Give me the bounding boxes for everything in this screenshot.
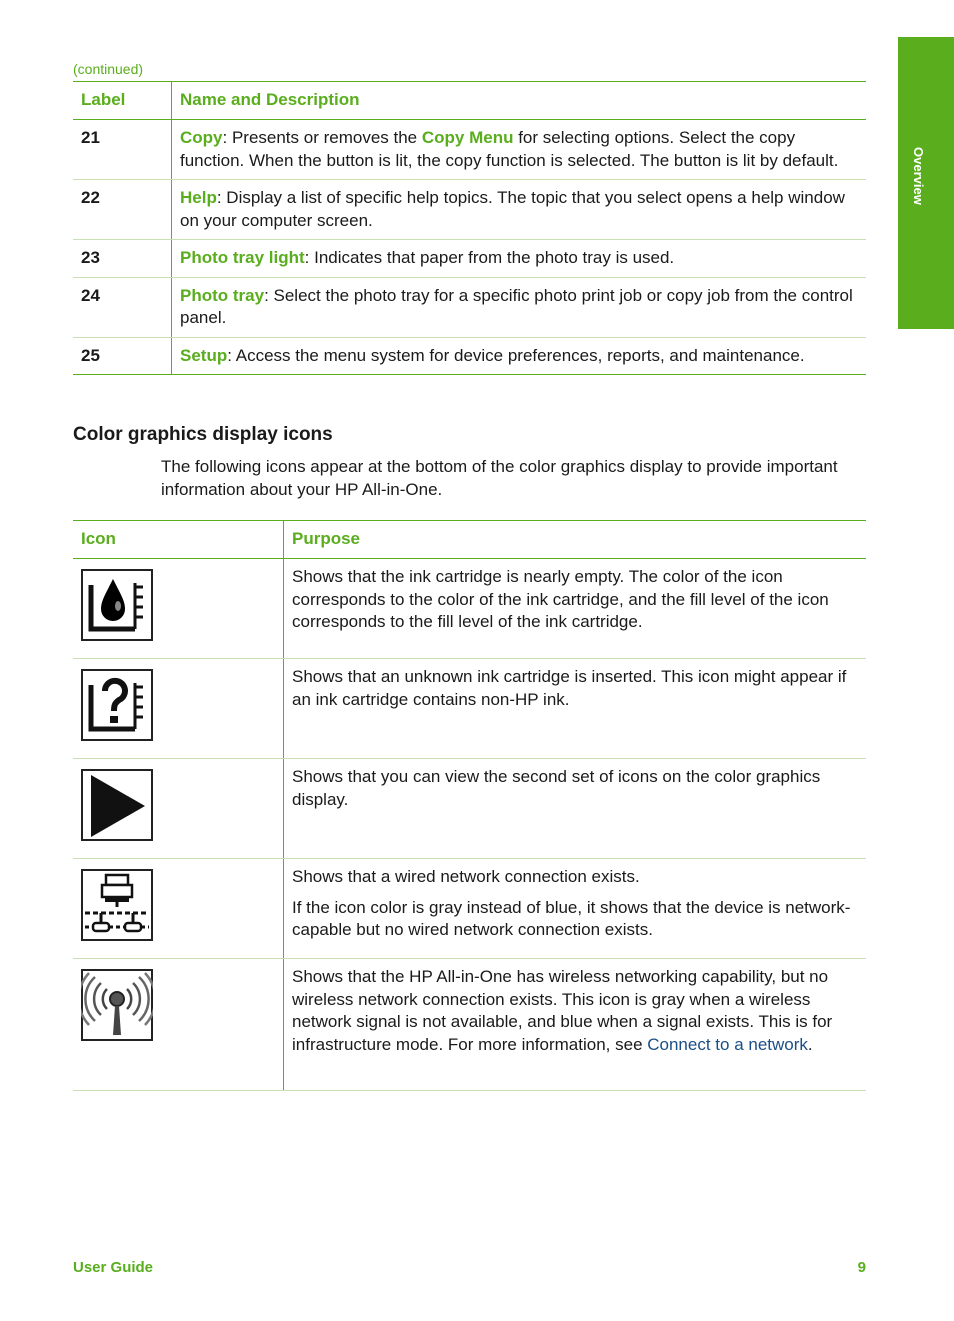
row-label-number: 22 xyxy=(73,180,172,240)
table-row xyxy=(73,859,866,959)
row-description xyxy=(172,180,867,240)
side-tab-label: Overview xyxy=(911,147,926,205)
table-row xyxy=(73,277,866,337)
unknown-cartridge-icon xyxy=(81,669,153,741)
table-row xyxy=(73,240,866,278)
label-table xyxy=(73,81,866,375)
item-text: : Presents or removes the xyxy=(222,128,422,147)
icon-cell xyxy=(73,859,284,959)
purpose-text: Shows that you can view the second set of icons on the color graphics display. xyxy=(292,767,821,809)
row-label-number: 23 xyxy=(73,240,172,278)
row-label-number: 24 xyxy=(73,277,172,337)
table-row xyxy=(73,120,866,180)
item-text-continued: for selecting options. Select the copy function. When the button is lit, the copy function is selected. The button is lit by default. xyxy=(180,128,839,170)
icon-cell xyxy=(73,759,284,859)
item-name: Setup xyxy=(180,345,228,365)
section-heading: Color graphics display icons xyxy=(73,424,333,445)
purpose-cell xyxy=(284,659,867,759)
header-icon: Icon xyxy=(73,521,284,559)
table-row xyxy=(73,559,866,659)
purpose-text: Shows that an unknown ink cartridge is inserted. This icon might appear if an ink cartridge contains non-HP ink. xyxy=(292,667,847,709)
item-name: Photo tray light xyxy=(180,248,305,267)
row-description xyxy=(172,337,867,375)
ink-low-icon xyxy=(81,569,153,641)
purpose-text: Shows that a wired network connection exists. xyxy=(292,867,640,886)
item-text: : Access the menu system for device preferences, reports, and maintenance. xyxy=(227,345,805,365)
row-description xyxy=(172,120,867,180)
icon-cell xyxy=(73,559,284,659)
header-label: Label xyxy=(73,82,172,120)
item-name: Help xyxy=(180,188,217,207)
item-text: : Display a list of specific help topics. The topic that you select opens a help window on your computer screen. xyxy=(180,188,845,230)
table-row xyxy=(73,659,866,759)
row-label-number: 25 xyxy=(73,337,172,375)
icon-cell xyxy=(73,959,284,1091)
row-label-number: 21 xyxy=(73,120,172,180)
side-section-tab xyxy=(898,37,954,329)
item-text: : Select the photo tray for a specific photo print job or copy job from the control panel. xyxy=(180,285,853,327)
table-row xyxy=(73,759,866,859)
table-header-row xyxy=(73,82,866,120)
footer-title: User Guide xyxy=(73,1259,154,1276)
header-name-description: Name and Description xyxy=(172,82,867,120)
purpose-text-end: . xyxy=(807,1034,813,1054)
purpose-text-body: Shows that the HP All-in-One has wireless networking capability, but no wireless network connection exists. This icon is gray when a wireless network signal is not available, and blue when a signal exists. This is for infrastructure mode. For more information, see xyxy=(292,967,833,1054)
header-purpose: Purpose xyxy=(284,521,867,559)
purpose-cell xyxy=(284,559,867,659)
table-row xyxy=(73,337,866,375)
item-text: : Indicates that paper from the photo tray is used. xyxy=(304,248,675,267)
purpose-text xyxy=(292,966,858,1056)
purpose-cell xyxy=(284,759,867,859)
connect-network-link[interactable]: Connect to a network xyxy=(647,1034,808,1054)
icon-cell xyxy=(73,659,284,759)
page-number: 9 xyxy=(857,1259,866,1276)
wired-network-icon xyxy=(81,869,153,941)
table-row xyxy=(73,959,866,1091)
icon-table xyxy=(73,520,866,1091)
purpose-text: Shows that the ink cartridge is nearly empty. The color of the icon corresponds to the color of the ink cartridge, and the fill level of the icon corresponds to the fill level of the ink cartridge. xyxy=(292,567,829,631)
section-intro: The following icons appear at the bottom of the color graphics display to provide important information about your HP All-in-One. xyxy=(161,457,838,499)
table-header-row xyxy=(73,521,866,559)
item-name: Copy xyxy=(180,128,223,147)
purpose-text-secondary: If the icon color is gray instead of blue, it shows that the device is network-capable but no wired network connection exists. xyxy=(292,897,851,939)
item-name-secondary: Copy Menu xyxy=(421,128,514,147)
item-name: Photo tray xyxy=(180,285,265,305)
wireless-network-icon xyxy=(81,969,153,1041)
continued-note: (continued) xyxy=(73,61,144,77)
table-row xyxy=(73,180,866,240)
purpose-cell xyxy=(284,859,867,959)
row-description xyxy=(172,240,867,278)
play-arrow-icon xyxy=(81,769,153,841)
purpose-cell xyxy=(284,959,867,1091)
row-description xyxy=(172,277,867,337)
